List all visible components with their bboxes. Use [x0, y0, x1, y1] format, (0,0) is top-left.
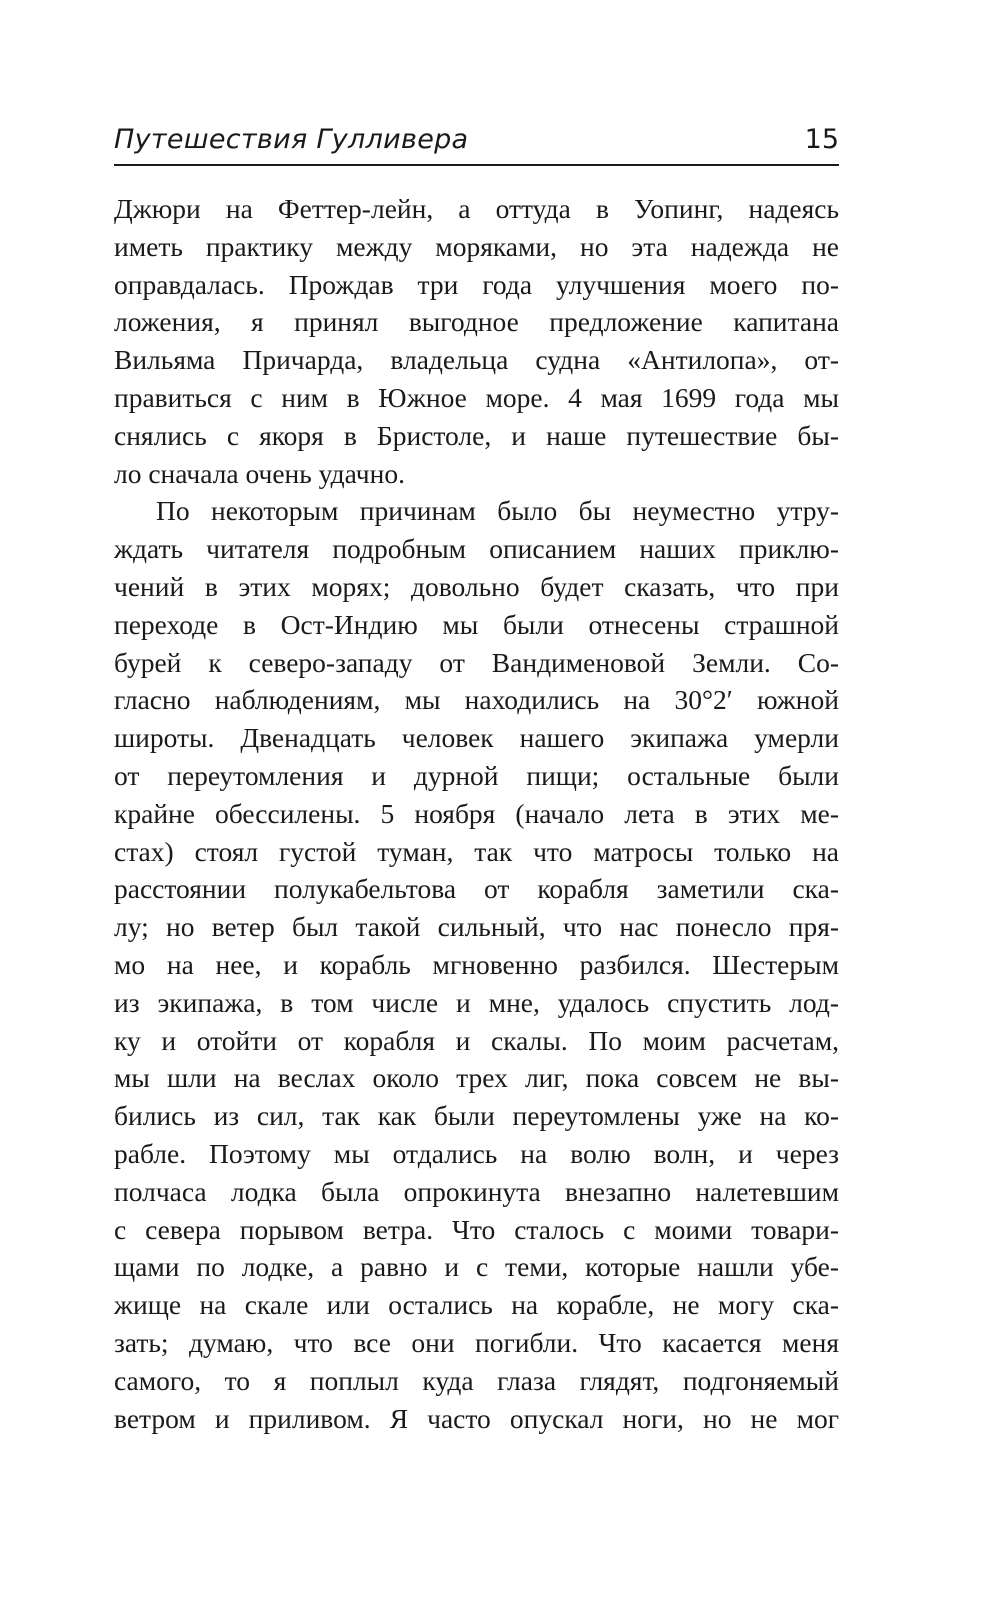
text-line: оправдалась. Прождав три года улучшения моего по- [114, 268, 839, 300]
text-line: правиться с ним в Южное море. 4 мая 1699 года мы [114, 381, 839, 413]
text-line: мы шли на веслах около трех лиг, пока совсем не вы- [114, 1062, 839, 1094]
text-line: жище на скале или остались на корабле, не могу ска- [114, 1289, 839, 1321]
text-line: лу; но ветер был такой сильный, что нас понесло пря- [114, 911, 839, 943]
text-line: стах) стоял густой туман, так что матросы только на [114, 835, 839, 867]
text-line: бурей к северо-западу от Вандименовой Земли. Со- [114, 646, 839, 678]
text-line: щами по лодке, а равно и с теми, которые нашли убе- [114, 1251, 839, 1283]
text-line: По некоторым причинам было бы неуместно утру- [156, 495, 839, 527]
text-line: мо на нее, и корабль мгновенно разбился. Шестерым [114, 948, 839, 980]
text-line: полчаса лодка была опрокинута внезапно налетевшим [114, 1175, 839, 1207]
text-line: самого, то я поплыл куда глаза глядят, подгоняемый [114, 1364, 839, 1396]
text-line: Вильяма Причарда, владельца судна «Антилопа», от- [114, 344, 839, 376]
body-text [114, 190, 839, 1437]
text-line: ло сначала очень удачно. [114, 457, 405, 489]
text-line: снялись с якоря в Бристоле, и наше путешествие бы- [114, 419, 839, 451]
text-line: Джюри на Феттер-лейн, а оттуда в Уопинг, надеясь [114, 193, 839, 224]
text-line: широты. Двенадцать человек нашего экипажа умерли [114, 722, 839, 754]
text-line: ветром и приливом. Я часто опускал ноги, но не мог [114, 1402, 839, 1434]
text-line: крайне обессилены. 5 ноября (начало лета в этих ме- [114, 797, 839, 829]
text-line: расстоянии полукабельтова от корабля заметили ска- [114, 873, 839, 905]
text-line: иметь практику между моряками, но эта надежда не [114, 230, 839, 262]
text-line: ждать читателя подробным описанием наших приклю- [114, 533, 839, 565]
text-line: от переутомления и дурной пищи; остальные были [114, 759, 839, 791]
text-line: ложения, я принял выгодное предложение капитана [114, 306, 839, 338]
text-line: чений в этих морях; довольно будет сказать, что при [114, 570, 839, 602]
text-line: бились из сил, так как были переутомлены уже на ко- [114, 1100, 839, 1132]
page-number: 15 [804, 124, 839, 155]
text-line: из экипажа, в том числе и мне, удалось спустить лод- [114, 986, 839, 1018]
text-line: переходе в Ост-Индию мы были отнесены страшной [114, 608, 839, 640]
text-line: зать; думаю, что все они погибли. Что касается меня [114, 1326, 839, 1358]
running-header [114, 120, 839, 166]
text-line: с севера порывом ветра. Что сталось с моими товари- [114, 1213, 839, 1245]
text-line: рабле. Поэтому мы отдались на волю волн, и через [114, 1137, 839, 1169]
text-line: гласно наблюдениям, мы находились на 30°2′ южной [114, 684, 839, 716]
book-title: Путешествия Гулливера [114, 124, 469, 155]
text-line: ку и отойти от корабля и скалы. По моим расчетам, [114, 1024, 839, 1056]
